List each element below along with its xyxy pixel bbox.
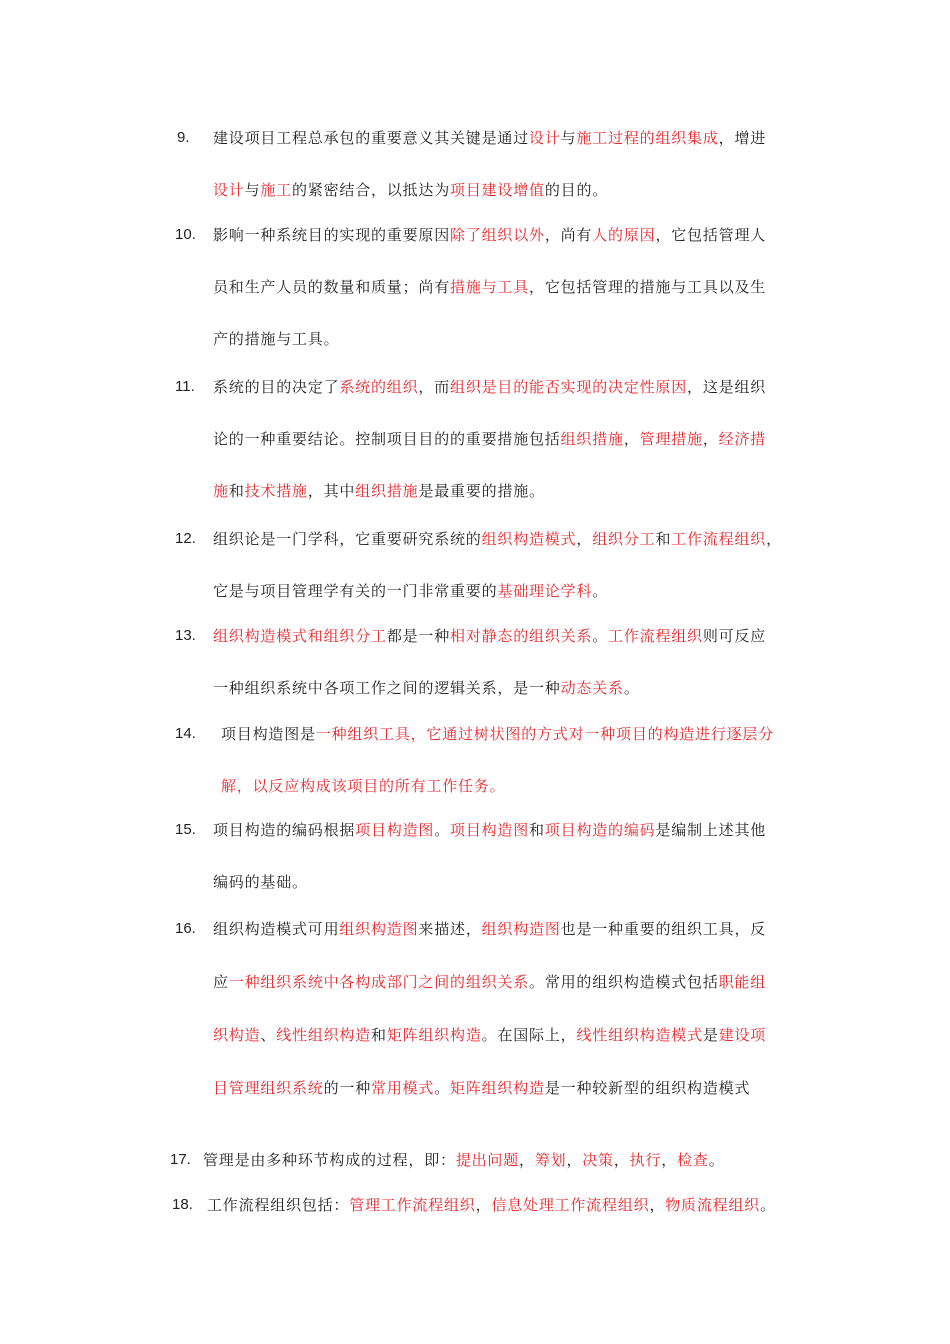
text-segment: ，它包括管理的措施与工具以及生 [529, 278, 767, 296]
item-text-line [213, 277, 766, 297]
highlighted-text: 组织措施 [560, 430, 624, 448]
text-segment: ，尚有 [544, 226, 593, 244]
highlighted-text: 常用模式 [371, 1079, 435, 1097]
text-segment: 的目的。 [544, 181, 609, 199]
item-text-line [213, 377, 766, 397]
item-text-line [221, 724, 774, 744]
item-text-line [213, 1078, 750, 1098]
text-segment: 和 [529, 821, 545, 839]
text-segment: ， [566, 1151, 583, 1169]
text-segment: ， [576, 530, 593, 548]
highlighted-text: 织构造 [213, 1026, 261, 1044]
highlighted-text: 经济措 [718, 430, 767, 448]
text-segment: 、 [260, 1026, 277, 1044]
highlighted-text: 线性组织构造模式 [576, 1026, 703, 1044]
text-segment: 是 [702, 1026, 719, 1044]
text-segment: 工作流程组织包括： [207, 1196, 350, 1214]
highlighted-text: 决策 [582, 1151, 614, 1169]
highlighted-text: 设计 [529, 129, 561, 147]
text-segment: 。常用的组织构造模式包括 [529, 973, 719, 991]
highlighted-text: 工作流程组织 [608, 627, 703, 645]
text-segment: ，而 [418, 378, 451, 396]
highlighted-text: 一种组织工具，它通过树状图的方式对一种项目的构造进行逐层分 [315, 725, 775, 743]
text-segment: 组织构造模式可用 [213, 920, 340, 938]
text-segment: 。 [760, 1196, 776, 1214]
item-text-line [207, 1195, 776, 1215]
text-segment: 和 [371, 1026, 387, 1044]
text-segment: ， [649, 1196, 666, 1214]
item-text-line [203, 1150, 725, 1170]
item-text-line [213, 429, 766, 449]
highlighted-text: 解，以反应构成该项目的所有工作任务。 [221, 777, 506, 795]
highlighted-text: 矩阵组织构造 [450, 1079, 545, 1097]
text-segment: ，这是组织 [687, 378, 767, 396]
highlighted-text: 项目构造图 [450, 821, 530, 839]
highlighted-text: 矩阵组织构造 [386, 1026, 482, 1044]
text-segment: 编码的基础。 [213, 873, 308, 891]
item-text-line [213, 481, 545, 501]
item-number: 17. [170, 1151, 191, 1168]
item-number: 14. [175, 725, 196, 742]
text-segment: 也是一种重要的组织工具，反 [560, 920, 767, 938]
text-segment: 项目构造图是 [221, 725, 316, 743]
text-segment: ，它包括管理人 [655, 226, 767, 244]
text-segment: 都是一种 [386, 627, 451, 645]
item-number: 10. [175, 226, 196, 243]
item-text-line [213, 1025, 766, 1045]
item-text-line [213, 529, 782, 549]
item-text-line [213, 872, 308, 892]
text-segment: 系统的目的决定了 [213, 378, 340, 396]
highlighted-text: 相对静态的组织关系 [450, 627, 593, 645]
item-text-line [213, 581, 608, 601]
text-segment: ，其中 [307, 482, 356, 500]
text-segment: 则可反应 [702, 627, 767, 645]
highlighted-text: 组织措施 [355, 482, 419, 500]
text-segment: 与 [244, 181, 261, 199]
highlighted-text: 管理措施 [639, 430, 703, 448]
highlighted-text: 组织构造图 [339, 920, 419, 938]
text-segment: 是一种较新型的组织构造模式 [544, 1079, 751, 1097]
text-segment: ， [475, 1196, 492, 1214]
text-segment: 。在国际上， [481, 1026, 577, 1044]
highlighted-text: 施工 [260, 181, 293, 199]
item-text-line [213, 820, 766, 840]
text-segment: 。 [708, 1151, 725, 1169]
item-text-line [213, 919, 766, 939]
highlighted-text: 提出问题 [455, 1151, 520, 1169]
highlighted-text: 线性组织构造 [276, 1026, 372, 1044]
item-text-line [213, 225, 766, 245]
text-segment: 一种组织系统中各项工作之间的逻辑关系，是一种 [213, 679, 561, 697]
highlighted-text: 技术措施 [244, 482, 308, 500]
item-text-line [213, 329, 339, 349]
text-segment: 是编制上述其他 [655, 821, 767, 839]
text-segment: 产的措施与工具。 [213, 330, 340, 348]
item-text-line [213, 678, 640, 698]
text-segment: 。 [592, 627, 609, 645]
text-segment: 应 [213, 973, 229, 991]
item-text-line [213, 128, 766, 148]
text-segment: 。 [623, 679, 640, 697]
highlighted-text: 组织构造模式和组织分工 [213, 627, 387, 645]
highlighted-text: 组织分工 [592, 530, 656, 548]
highlighted-text: 目管理组织系统 [213, 1079, 324, 1097]
highlighted-text: 人的原因 [592, 226, 656, 244]
text-segment: 的一种 [323, 1079, 372, 1097]
text-segment: ， [766, 530, 782, 548]
item-number: 18. [172, 1196, 193, 1213]
text-segment: 组织论是一门学科，它重要研究系统的 [213, 530, 482, 548]
highlighted-text: 信息处理工作流程组织 [491, 1196, 650, 1214]
item-number: 9. [177, 129, 190, 146]
highlighted-text: 基础理论学科 [497, 582, 593, 600]
text-segment: 。 [434, 1079, 451, 1097]
highlighted-text: 物质流程组织 [665, 1196, 761, 1214]
text-segment: 与 [560, 129, 577, 147]
highlighted-text: 项目构造图 [355, 821, 435, 839]
text-segment: 论的一种重要结论。控制项目目的的重要措施包括 [213, 430, 561, 448]
item-text-line [213, 972, 766, 992]
text-segment: 和 [655, 530, 672, 548]
item-number: 11. [175, 378, 195, 395]
highlighted-text: 系统的组织 [339, 378, 419, 396]
highlighted-text: 除了组织以外 [450, 226, 545, 244]
item-number: 16. [175, 920, 196, 937]
highlighted-text: 动态关系 [560, 679, 624, 697]
highlighted-text: 管理工作流程组织 [349, 1196, 476, 1214]
text-segment: ，增进 [718, 129, 767, 147]
highlighted-text: 执行 [629, 1151, 662, 1169]
text-segment: 项目构造的编码根据 [213, 821, 356, 839]
highlighted-text: 组织构造模式 [481, 530, 577, 548]
text-segment: ， [702, 430, 719, 448]
highlighted-text: 施 [213, 482, 229, 500]
highlighted-text: 项目构造的编码 [544, 821, 656, 839]
text-segment: 和 [228, 482, 245, 500]
highlighted-text: 设计 [213, 181, 245, 199]
text-segment: ， [661, 1151, 678, 1169]
highlighted-text: 施工过程的组织集成 [576, 129, 719, 147]
item-text-line [221, 776, 505, 796]
text-segment: 它是与项目管理学有关的一门非常重要的 [213, 582, 498, 600]
text-segment: 。 [592, 582, 609, 600]
text-segment: 影响一种系统目的实现的重要原因 [213, 226, 451, 244]
text-segment: 来描述， [418, 920, 482, 938]
item-text-line [213, 180, 608, 200]
item-number: 15. [175, 821, 196, 838]
text-segment: ， [623, 430, 640, 448]
highlighted-text: 一种组织系统中各构成部门之间的组织关系 [228, 973, 530, 991]
text-segment: 员和生产人员的数量和质量；尚有 [213, 278, 451, 296]
highlighted-text: 职能组 [718, 973, 767, 991]
highlighted-text: 措施与工具 [450, 278, 530, 296]
highlighted-text: 筹划 [534, 1151, 567, 1169]
text-segment: 。 [434, 821, 451, 839]
text-segment: ， [613, 1151, 630, 1169]
highlighted-text: 检查 [677, 1151, 709, 1169]
text-segment: 的紧密结合，以抵达为 [292, 181, 451, 199]
text-segment: ， [519, 1151, 535, 1169]
item-number: 12. [175, 530, 196, 547]
highlighted-text: 工作流程组织 [671, 530, 767, 548]
text-segment: 管理是由多种环节构成的过程，即： [203, 1151, 456, 1169]
highlighted-text: 建设项 [718, 1026, 767, 1044]
text-segment: 是最重要的措施。 [418, 482, 545, 500]
item-text-line [213, 626, 766, 646]
text-segment: 建设项目工程总承包的重要意义其关键是通过 [213, 129, 530, 147]
highlighted-text: 组织构造图 [481, 920, 561, 938]
item-number: 13. [175, 627, 196, 644]
highlighted-text: 组织是目的能否实现的决定性原因 [450, 378, 688, 396]
highlighted-text: 项目建设增值 [450, 181, 545, 199]
